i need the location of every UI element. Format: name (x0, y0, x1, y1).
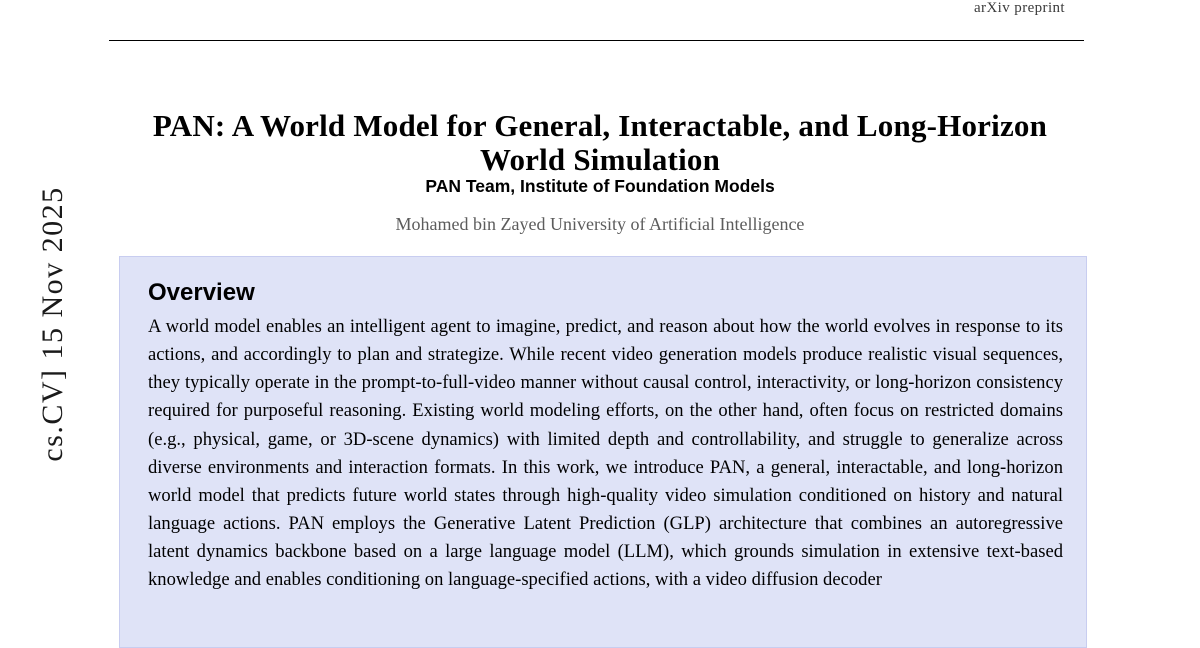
page-title: PAN: A World Model for General, Interactable, and Long-Horizon World Simulation (152, 107, 1048, 178)
author-line: PAN Team, Institute of Foundation Models (425, 176, 775, 196)
overview-section (119, 256, 1087, 648)
page-header-right: arXiv preprint (974, 0, 1065, 16)
affiliation-line: Mohamed bin Zayed University of Artificial Intelligence (395, 214, 805, 234)
overview-body-text: A world model enables an intelligent agent to imagine, predict, and reason about how the world evolves in response to its actions, and accordingly to plan and strategize. While recent video generation models produce realistic visual sequences, they typically operate in the prompt-to-full-video manner without causal control, interactivity, or long-horizon consistency required for purposeful reasoning. Existing world modeling efforts, on the other hand, often focus on restricted domains (e.g., physical, game, or 3D-scene dynamics) with limited depth and controllability, and struggle to generalize across diverse environments and interaction formats. In this work, we introduce PAN, a general, interactable, and long-horizon world model that predicts future world states through high-quality video simulation conditioned on history and natural language actions. PAN employs the Generative Latent Prediction (GLP) architecture that combines an autoregressive latent dynamics backbone based on a large language model (LLM), which grounds simulation in extensive text-based knowledge and enables conditioning on language-specified actions, with a video diffusion decoder (148, 316, 1063, 591)
header-divider (109, 40, 1084, 41)
arxiv-stamp (0, 0, 105, 648)
arxiv-stamp-text: cs.CV] 15 Nov 2025 (35, 186, 69, 462)
overview-heading: Overview (148, 279, 255, 306)
paper-page (105, 0, 1105, 648)
